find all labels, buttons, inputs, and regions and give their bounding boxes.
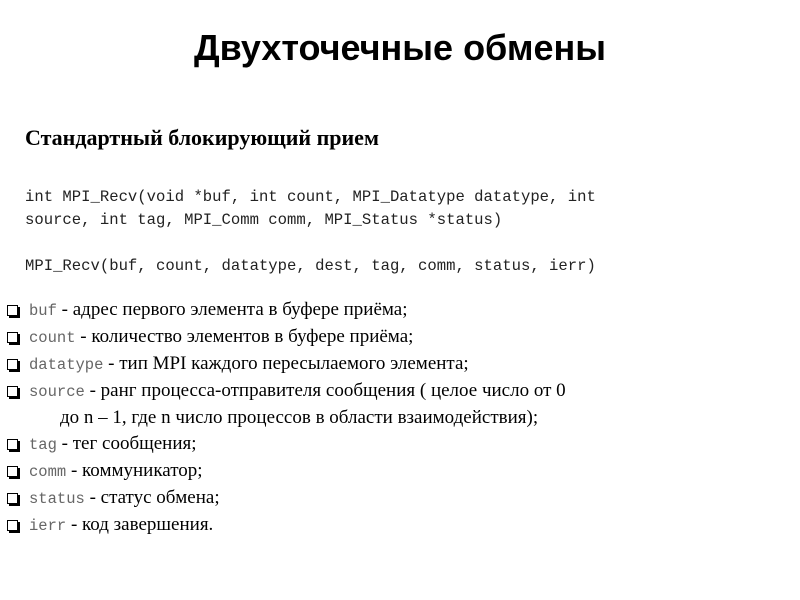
param-item-comm — [7, 458, 566, 485]
param-description: - статус обмена; — [84, 487, 220, 508]
param-item-ierr — [7, 512, 566, 539]
checkbox-bullet-icon — [7, 332, 18, 343]
param-name: count — [29, 329, 76, 347]
param-description: - адрес первого элемента в буфере приёма; — [56, 299, 408, 320]
param-item-source — [7, 378, 566, 431]
param-description: - количество элементов в буфере приёма; — [75, 326, 414, 347]
checkbox-bullet-icon — [7, 359, 18, 370]
checkbox-bullet-icon — [7, 386, 18, 397]
param-description: - тег сообщения; — [56, 433, 197, 454]
param-name: buf — [29, 302, 57, 320]
param-description: - ранг процесса-отправителя сообщения ( целое число от 0 — [84, 380, 566, 401]
function-call-example: MPI_Recv(buf, count, datatype, dest, tag, comm, status, ierr) — [25, 257, 596, 275]
param-name: datatype — [29, 356, 104, 374]
function-signature-line-2: source, int tag, MPI_Comm comm, MPI_Status *status) — [25, 211, 503, 229]
param-name: source — [29, 383, 85, 401]
param-description: - тип MPI каждого пересылаемого элемента; — [103, 353, 469, 374]
param-description: - коммуникатор; — [66, 460, 203, 481]
param-item-count — [7, 324, 566, 351]
parameter-list — [7, 297, 566, 539]
section-subtitle: Стандартный блокирующий прием — [25, 125, 379, 150]
param-item-status — [7, 485, 566, 512]
slide-title: Двухточечные обмены — [194, 27, 606, 68]
param-item-buf — [7, 297, 566, 324]
checkbox-bullet-icon — [7, 305, 18, 316]
param-description: - код завершения. — [66, 514, 214, 535]
param-description-continuation: до n – 1, где n число процессов в области взаимодействия); — [60, 407, 539, 428]
param-item-tag — [7, 431, 566, 458]
param-name: ierr — [29, 517, 67, 535]
checkbox-bullet-icon — [7, 493, 18, 504]
param-name: comm — [29, 463, 67, 481]
param-name: tag — [29, 436, 57, 454]
checkbox-bullet-icon — [7, 520, 18, 531]
checkbox-bullet-icon — [7, 466, 18, 477]
checkbox-bullet-icon — [7, 439, 18, 450]
param-item-datatype — [7, 351, 566, 378]
param-name: status — [29, 490, 85, 508]
function-signature-line-1: int MPI_Recv(void *buf, int count, MPI_Datatype datatype, int — [25, 188, 596, 206]
